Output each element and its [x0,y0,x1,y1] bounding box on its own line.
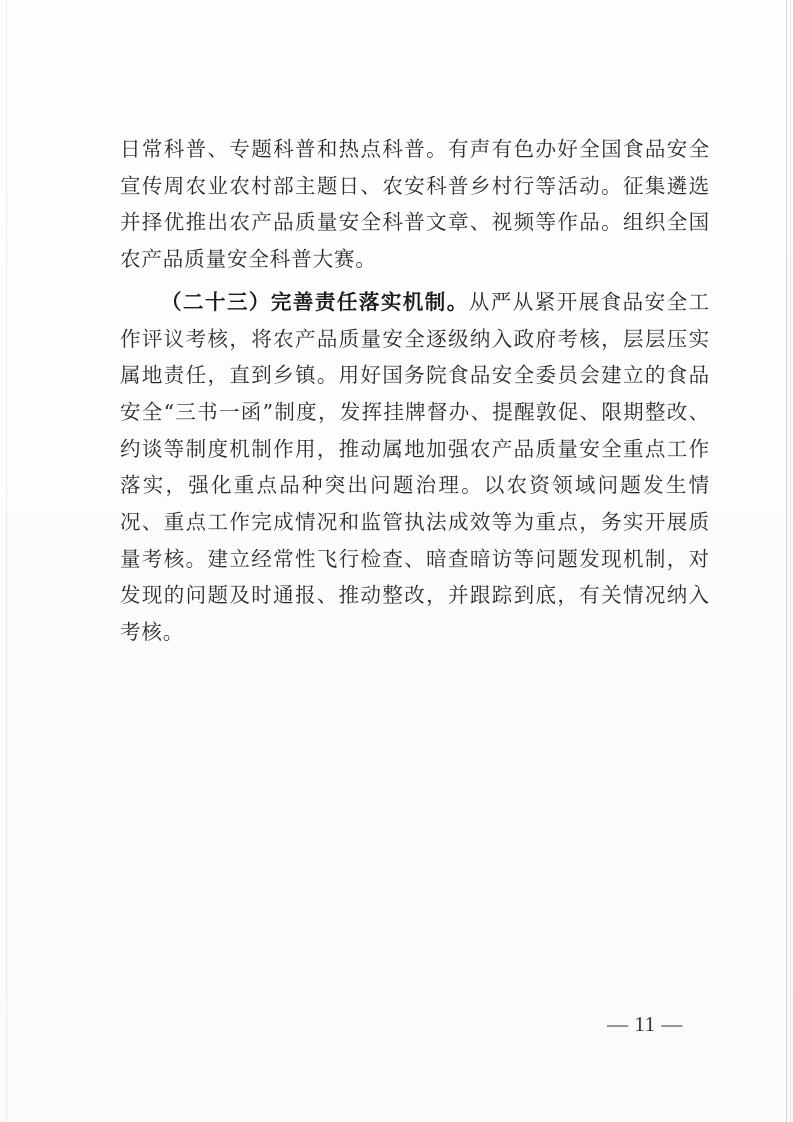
paragraph-continued [120,131,710,278]
body-text [120,131,710,651]
scan-edge-right-outer [790,0,791,1122]
scan-edge-right [786,0,787,1122]
page-number: — 11 — [607,1012,683,1036]
section-heading: （二十三）完善责任落实机制。 [161,289,469,314]
paragraph-responsibility [120,284,710,651]
scan-edge-left [6,0,7,1122]
paragraph-text: 日常科普、专题科普和热点科普。有声有色办好全国食品安全宣传周农业农村部主题日、农安科普乡村行等活动。征集遴选并择优推出农产品质量安全科普文章、视频等作品。组织全国农产品质量安全科普大赛。 [120,137,710,272]
paragraph-text: 从严从紧开展食品安全工作评议考核，将农产品质量安全逐级纳入政府考核，层层压实属地责任，直到乡镇。用好国务院食品安全委员会建立的食品安全“三书一函”制度，发挥挂牌督办、提醒敦促、限期整改、约谈等制度机制作用，推动属地加强农产品质量安全重点工作落实，强化重点品种突出问题治理。以农资领域问题发生情况、重点工作完成情况和监管执法成效等为重点，务实开展质量考核。建立经常性飞行检查、暗查暗访等问题发现机制，对发现的问题及时通报、推动整改，并跟踪到底，有关情况纳入考核。 [120,289,710,645]
